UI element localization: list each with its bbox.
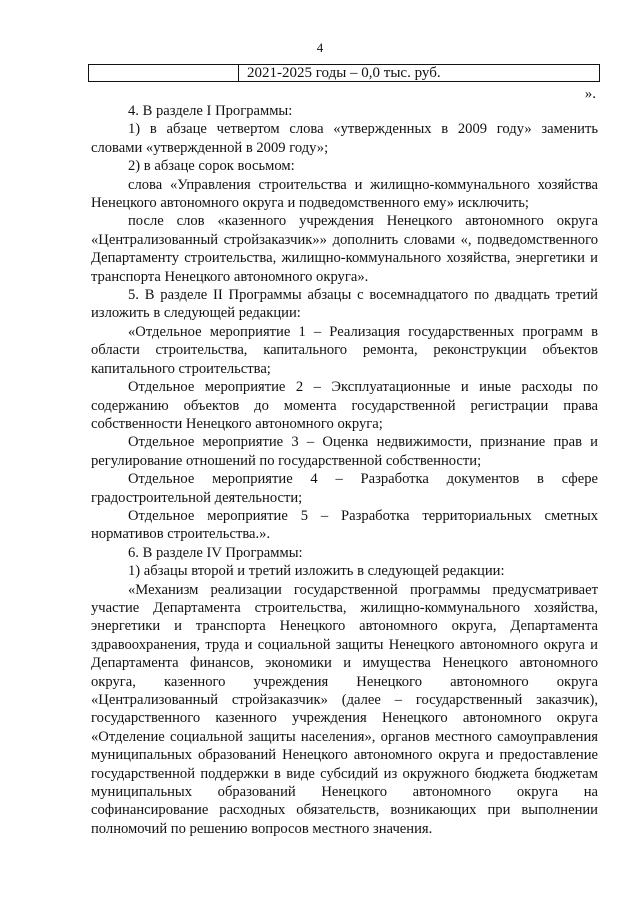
paragraph-item-1: 1) в абзаце четвертом слова «утвержденных в 2009 году» заменить словами «утвержденной в 2009 году»; <box>91 121 598 156</box>
closing-quote-mark: ». <box>584 86 596 102</box>
paragraph-mechanism: «Механизм реализации государственной программы предусматривает участие Департамента строительства, жилищно-коммунального хозяйства, энергетики и транспорта Ненецкого автономного округа, Департамента здравоохранения, труда и социальной защиты Ненецкого автономного округа и Департамента финансов, экономики и имущества Ненецкого автономного округа, казенного учреждения Ненецкого автономного округа «Централизованный стройзаказчик» (далее – государственный заказчик), государственного казенного учреждения Ненецкого автономного округа «Отделение социальной защиты населения», органов местного самоуправления муниципальных образований Ненецкого автономного округа и предоставление государственной поддержки в виде субсидий из окружного бюджета бюджетам муниципальных образований Ненецкого автономного округа на софинансирование расходных обязательств, возникающих при выполнении полномочий по решению вопросов местного значения. <box>91 581 598 837</box>
paragraph-measure-4: Отдельное мероприятие 4 – Разработка документов в сфере градостроительной деятельности; <box>91 471 598 506</box>
paragraph-measure-2: Отдельное мероприятие 2 – Эксплуатационные и иные расходы по содержанию объектов до момента государственной регистрации права собственности Ненецкого автономного округа; <box>91 379 598 432</box>
paragraph-measure-1: «Отдельное мероприятие 1 – Реализация государственных программ в области строительства, капитального ремонта, реконструкции объектов капитального строительства; <box>91 323 598 377</box>
paragraph-measure-3: Отдельное мероприятие 3 – Оценка недвижимости, признание прав и регулирование отношений по государственной собственности; <box>91 434 598 469</box>
page-number: 4 <box>316 40 324 55</box>
paragraph-section-1-heading: 4. В разделе I Программы: <box>128 103 293 119</box>
table-cell-empty <box>89 65 239 81</box>
paragraph-after-words: после слов «казенного учреждения Ненецкого автономного округа «Централизованный стройзаказчик»» дополнить словами «, подведомственного Департаменту строительства, жилищно-коммунального хозяйства, энергетики и транспорта Ненецкого автономного округа». <box>91 213 598 285</box>
program-funding-table-row <box>88 64 600 82</box>
paragraph-words-exclude: слова «Управления строительства и жилищно-коммунального хозяйства Ненецкого автономного округа и подведомственного ему» исключить; <box>91 176 598 212</box>
document-body <box>91 102 598 838</box>
paragraph-section-4-heading: 6. В разделе IV Программы: <box>128 544 303 561</box>
table-cell-funding-text: 2021-2025 годы – 0,0 тыс. руб. <box>247 65 441 81</box>
paragraph-section-2-heading: 5. В разделе II Программы абзацы с восемнадцатого по двадцать третий изложить в следующей редакции: <box>91 287 598 322</box>
paragraph-measure-5: Отдельное мероприятие 5 – Разработка территориальных сметных нормативов строительства.». <box>91 507 598 543</box>
paragraph-section-4-item-1: 1) абзацы второй и третий изложить в следующей редакции: <box>128 563 505 580</box>
paragraph-item-2: 2) в абзаце сорок восьмом: <box>128 158 295 175</box>
